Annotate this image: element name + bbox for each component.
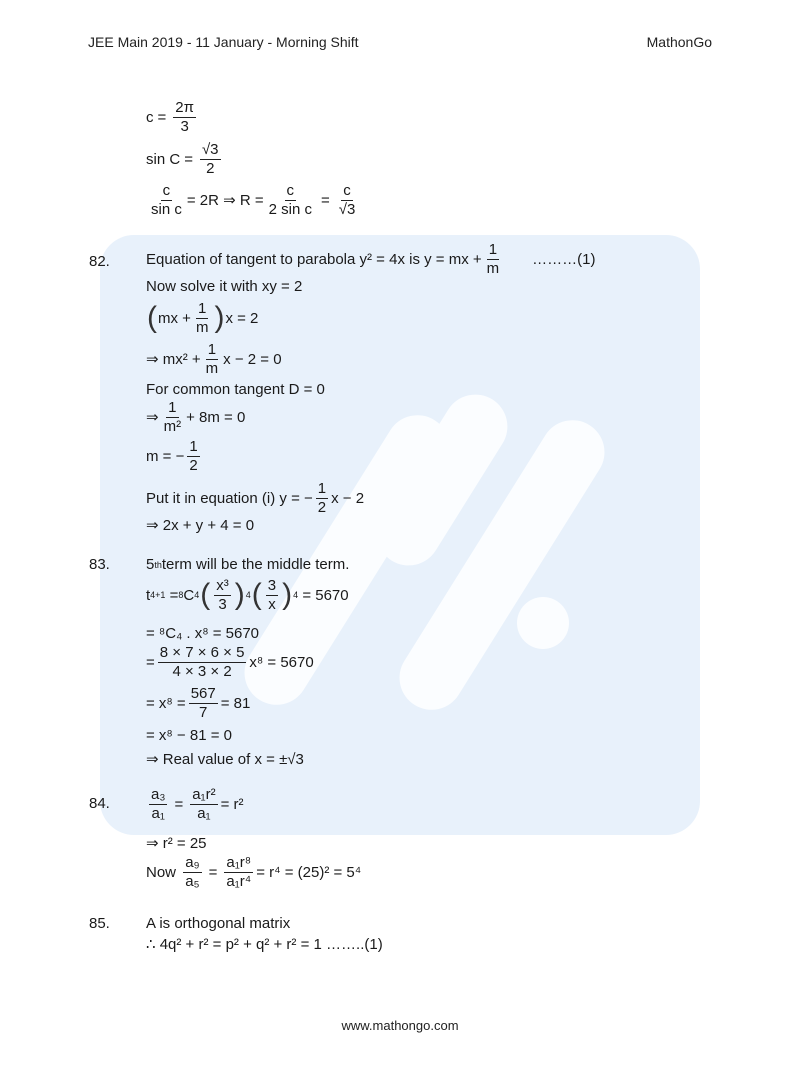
solution-line	[146, 242, 596, 277]
math-text: x − 2	[331, 489, 365, 507]
math-text: =	[146, 653, 155, 671]
fraction: $\frac{1}{2}$	[189, 438, 198, 474]
math-text: = r²	[220, 795, 244, 813]
solution-line: sin C = $\frac{√3}{2}$	[146, 141, 219, 177]
math-text: y = −	[279, 489, 313, 507]
fraction: $\frac{1}{m}$	[195, 300, 209, 336]
math-text: m = −	[146, 447, 185, 465]
fraction: $\frac{\text{a₁r⁸}}{\text{a₁r⁴}}$	[226, 854, 252, 890]
solution-line: $\frac{c}{\text{sin c}}$ = 2R ⇒ R = $\frac{c}{\text{2 sin c}}$ = $\frac{c}{√3}$	[151, 182, 356, 218]
fraction: $\frac{c}{√3}$	[338, 182, 356, 218]
fraction: $\frac{c}{\text{2 sin c}}$	[268, 182, 312, 218]
fraction: $\frac{2\pi}{3}$	[175, 99, 194, 135]
watermark-dot	[517, 597, 569, 649]
solution-line: 5 th term will be the middle term.	[146, 556, 350, 573]
solution-line	[146, 439, 203, 474]
math-text: = 81	[220, 694, 251, 712]
math-text: C	[183, 586, 195, 604]
question-number: 83.	[89, 556, 110, 573]
fraction: $\frac{1}{\text{m²}}$	[163, 399, 182, 435]
math-text: 5	[146, 556, 155, 573]
fraction: $\frac{√3}{2}$	[201, 141, 219, 177]
math-text: mx +	[158, 309, 191, 327]
math-text: Equation of tangent to parabola	[146, 250, 356, 268]
fraction: $\frac{\text{x³}}{3}$	[216, 577, 229, 613]
math-text: c	[146, 108, 154, 126]
solution-line: ⇒ 2x + y + 4 = 0	[146, 517, 255, 534]
solution-line	[146, 400, 245, 435]
math-text: Now	[146, 863, 177, 881]
solution-line: ∴ 4q² + r² = p² + q² + r² = 1 ……..(1)	[146, 936, 383, 953]
solution-line	[146, 342, 282, 377]
fraction: $\frac{567}{7}$	[190, 685, 216, 721]
solution-line	[146, 645, 314, 680]
header-brand: MathonGo	[646, 34, 712, 50]
equation-ref: ………(1)	[532, 250, 596, 268]
header-title: JEE Main 2019 - 11 January - Morning Shift	[88, 34, 359, 50]
fraction: $\frac{\text{a₃}}{\text{a₁}}$	[151, 786, 166, 822]
solution-line	[146, 686, 250, 721]
math-text: ⇒ Real value of	[146, 751, 251, 768]
solution-line: $\frac{\text{a₃}}{\text{a₁}}$ = $\frac{\text{a₁r²}}{\text{a₁}}$ = r²	[151, 786, 244, 822]
math-text: = r⁴ = (25)² = 5⁴	[256, 863, 362, 881]
solution-line: ⇒ r² = 25	[146, 835, 207, 852]
math-text: y² = 4x	[359, 250, 405, 268]
solution-line: For common tangent D = 0	[146, 381, 325, 398]
math-text: sin C	[146, 150, 181, 168]
fraction: $\frac{\text{a₁r²}}{\text{a₁}}$	[192, 786, 216, 822]
math-text: x⁸ = 5670	[249, 653, 314, 671]
math-text: x − 2 = 0	[223, 350, 282, 368]
solution-line	[146, 750, 304, 768]
math-text: Put it in equation (i)	[146, 489, 276, 507]
solution-line: t 4+1 = 8 C 4 ( $\frac{\text{x³}}{3}$ ) 4 ( $\frac{3}{x}$ ) 4 = 5670	[146, 577, 349, 613]
fraction: $\frac{8 \times 7 \times 6 \times 5}{4 \times 3 \times 2}$	[159, 644, 245, 680]
math-text: + 8m = 0	[186, 408, 246, 426]
math-text: = x⁸ =	[146, 694, 186, 712]
math-text: Now solve it with	[146, 278, 258, 295]
math-text: = 5670	[302, 586, 349, 604]
solution-line: A is orthogonal matrix	[146, 915, 291, 932]
math-text: t	[146, 586, 151, 604]
question-number: 82.	[89, 253, 110, 270]
solution-line: Now $\frac{\text{a₉}}{\text{a₅}}$ = $\frac{\text{a₁r⁸}}{\text{a₁r⁴}}$ = r⁴ = (25)² = 5⁴	[146, 854, 362, 890]
question-number: 84.	[89, 795, 110, 812]
fraction: $\frac{1}{2}$	[317, 480, 327, 516]
question-number: 85.	[89, 915, 110, 932]
math-text: xy = 2	[261, 278, 303, 295]
fraction: $\frac{3}{x}$	[267, 577, 277, 613]
math-text: =	[169, 586, 179, 604]
math-text: ⇒	[146, 409, 159, 427]
fraction: $\frac{1}{m}$	[486, 241, 500, 277]
math-text: y = mx +	[424, 250, 482, 268]
solution-line: ( mx + $\frac{1}{m}$ ) x = 2	[147, 300, 259, 336]
math-text: x = 2	[225, 309, 259, 327]
fraction: $\frac{\text{a₉}}{\text{a₅}}$	[185, 854, 200, 890]
footer-url: www.mathongo.com	[341, 1018, 459, 1033]
math-text: ⇒ mx² +	[146, 351, 201, 369]
math-text: = 2R ⇒ R =	[186, 192, 264, 210]
math-text: x = ±√3	[254, 750, 304, 768]
fraction: $\frac{c}{\text{sin c}}$	[151, 182, 182, 218]
fraction: $\frac{1}{m}$	[205, 341, 219, 377]
solution-line	[146, 481, 364, 516]
math-text: is	[409, 250, 420, 268]
solution-line: = ⁸C₄ . x⁸ = 5670	[146, 625, 260, 642]
solution-line: = x⁸ − 81 = 0	[146, 727, 232, 744]
solution-line	[146, 278, 302, 295]
solution-line: c = $\frac{2\pi}{3}$	[146, 99, 194, 135]
math-text: term will be the middle term.	[161, 556, 350, 573]
